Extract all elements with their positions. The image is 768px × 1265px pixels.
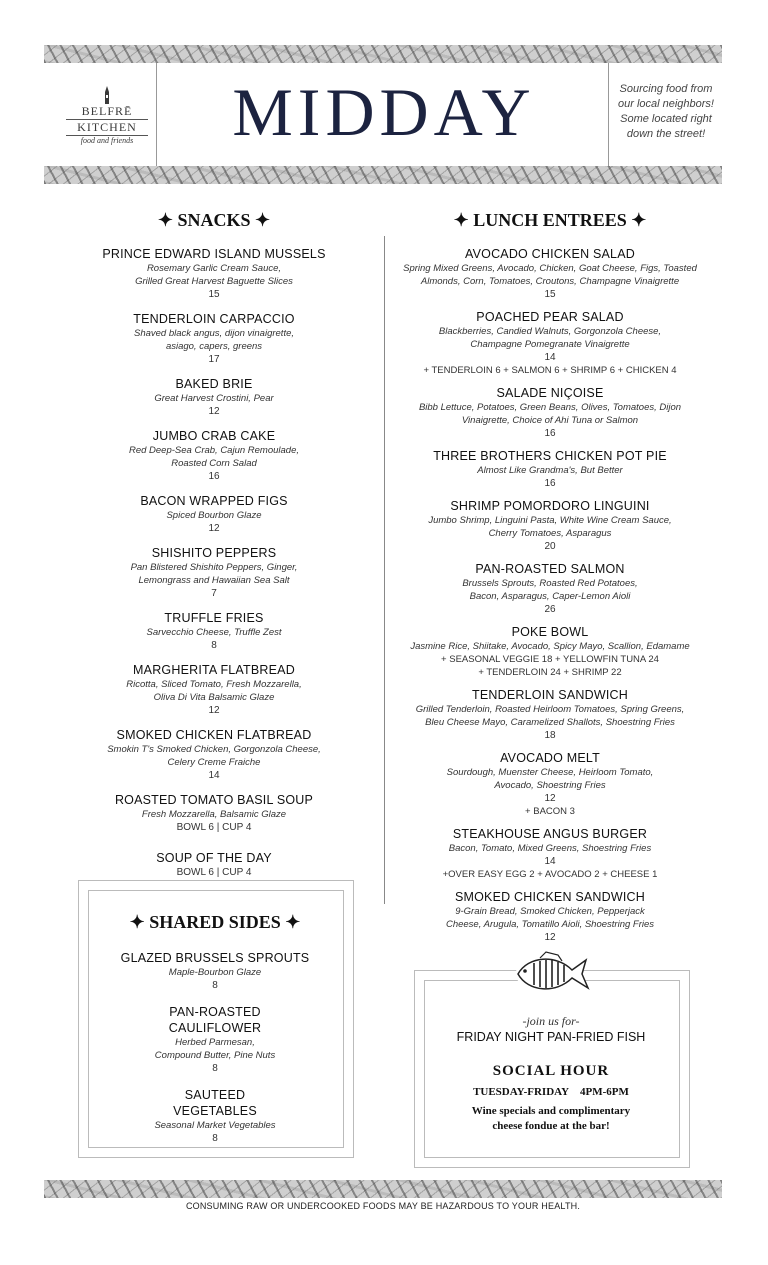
social-hour-hours: 4PM-6PM	[580, 1086, 629, 1098]
menu-item	[400, 561, 700, 616]
menu-item	[400, 750, 700, 818]
item-name: PAN-ROASTED	[169, 1005, 261, 1019]
item-name: SALADE NIÇOISE	[496, 386, 604, 400]
item-name: SHRIMP POMORDORO LINGUINI	[450, 499, 650, 513]
social-hour-title: SOCIAL HOUR	[492, 1063, 610, 1079]
item-desc: Brussels Sprouts, Roasted Red Potatoes,	[462, 578, 638, 589]
item-name: SOUP OF THE DAY	[156, 851, 272, 865]
item-desc: Ricotta, Sliced Tomato, Fresh Mozzarella,	[126, 679, 302, 690]
item-name: AVOCADO MELT	[500, 751, 600, 765]
friday-fish-text: FRIDAY NIGHT PAN-FRIED FISH	[456, 1030, 646, 1044]
item-addons: +OVER EASY EGG 2 + AVOCADO 2 + CHEESE 1	[442, 869, 658, 880]
item-desc: Compound Butter, Pine Nuts	[154, 1050, 276, 1061]
menu-item	[400, 448, 700, 490]
menu-item	[400, 498, 700, 553]
item-price: BOWL 6 | CUP 4	[176, 822, 252, 833]
item-name: POACHED PEAR SALAD	[476, 310, 624, 324]
item-price: 14	[544, 856, 556, 867]
tagline: Sourcing food from our local neighbors! Some located right down the street!	[617, 83, 714, 140]
item-desc: Pan Blistered Shishito Peppers, Ginger,	[130, 562, 298, 573]
item-desc: Herbed Parmesan,	[175, 1037, 255, 1048]
lunch-entrees-list	[400, 246, 700, 952]
lunch-entrees-title: ✦ LUNCH ENTREES ✦	[453, 210, 647, 230]
menu-item	[84, 662, 344, 717]
item-desc: Rosemary Garlic Cream Sauce,	[146, 263, 282, 274]
item-name: VEGETABLES	[173, 1104, 257, 1118]
item-price: 20	[544, 541, 556, 552]
item-desc: Bibb Lettuce, Potatoes, Green Beans, Olives, Tomatoes, Dijon	[418, 402, 682, 413]
specials-line-1: Wine specials and complimentary	[471, 1105, 631, 1117]
item-name: SMOKED CHICKEN FLATBREAD	[116, 728, 312, 742]
item-price: BOWL 6 | CUP 4	[176, 867, 252, 878]
item-price: 17	[208, 354, 220, 365]
item-desc: Champagne Pomegranate Vinaigrette	[470, 339, 630, 350]
social-hour-time	[424, 1086, 678, 1098]
logo	[66, 104, 148, 145]
item-price: 8	[212, 1063, 218, 1074]
menu-item	[400, 246, 700, 301]
logo-line-3: food and friends	[80, 136, 134, 145]
item-desc: 9-Grain Bread, Smoked Chicken, Pepperjack	[455, 906, 645, 917]
item-name: TENDERLOIN CARPACCIO	[133, 312, 295, 326]
menu-item	[84, 850, 344, 879]
item-addons: + TENDERLOIN 24 + SHRIMP 22	[478, 667, 622, 678]
item-price: 16	[208, 471, 220, 482]
item-price: 16	[544, 428, 556, 439]
item-name: GLAZED BRUSSELS SPROUTS	[120, 951, 310, 965]
shared-sides-title: ✦ SHARED SIDES ✦	[129, 912, 301, 932]
item-price: 12	[544, 793, 556, 804]
item-name: SMOKED CHICKEN SANDWICH	[454, 890, 646, 904]
item-addons: + SEASONAL VEGGIE 18 + YELLOWFIN TUNA 24	[441, 654, 659, 665]
item-desc: Blackberries, Candied Walnuts, Gorgonzola Cheese,	[438, 326, 662, 337]
item-desc: Vinaigrette, Choice of Ahi Tuna or Salmon	[461, 415, 639, 426]
menu-item	[84, 727, 344, 782]
menu-item	[84, 545, 344, 600]
item-desc: Jumbo Shrimp, Linguini Pasta, White Wine Cream Sauce,	[428, 515, 672, 526]
join-us-text: -join us for-	[522, 1014, 580, 1028]
item-price: 18	[544, 730, 556, 741]
item-name: POKE BOWL	[511, 625, 589, 639]
column-divider	[384, 236, 385, 904]
item-price: 7	[211, 588, 217, 599]
item-desc: Cherry Tomatoes, Asparagus	[488, 528, 612, 539]
item-name: SAUTEED	[184, 1088, 246, 1102]
decorative-band-header-bottom	[44, 166, 722, 184]
logo-line-2: KITCHEN	[66, 119, 148, 136]
item-name: BAKED BRIE	[175, 377, 253, 391]
item-desc: Red Deep-Sea Crab, Cajun Remoulade,	[128, 445, 300, 456]
item-name: PAN-ROASTED SALMON	[475, 562, 625, 576]
item-addons: + BACON 3	[525, 806, 575, 817]
fish-icon	[512, 950, 590, 996]
item-desc: Sourdough, Muenster Cheese, Heirloom Tomato,	[446, 767, 654, 778]
menu-item	[400, 385, 700, 440]
menu-item	[84, 610, 344, 652]
item-name: THREE BROTHERS CHICKEN POT PIE	[433, 449, 667, 463]
menu-item	[84, 493, 344, 535]
item-desc: Cheese, Arugula, Tomatillo Aioli, Shoestring Fries	[445, 919, 655, 930]
item-desc: Almonds, Corn, Tomatoes, Croutons, Champagne Vinaigrette	[420, 276, 680, 287]
item-desc: Spiced Bourbon Glaze	[166, 510, 262, 521]
item-price: 16	[544, 478, 556, 489]
item-price: 8	[211, 640, 217, 651]
item-name: CAULIFLOWER	[168, 1021, 262, 1035]
item-price: 26	[544, 604, 556, 615]
item-price: 12	[208, 705, 220, 716]
item-desc: Almost Like Grandma's, But Better	[477, 465, 623, 476]
item-price: 15	[208, 289, 220, 300]
item-desc: Celery Creme Fraiche	[167, 757, 261, 768]
menu-item	[84, 428, 344, 483]
item-price: 8	[212, 980, 218, 991]
menu-item	[84, 246, 344, 301]
item-desc: Grilled Tenderloin, Roasted Heirloom Tomatoes, Spring Greens,	[415, 704, 685, 715]
item-desc: Fresh Mozzarella, Balsamic Glaze	[141, 809, 287, 820]
item-name: STEAKHOUSE ANGUS BURGER	[452, 827, 648, 841]
shared-sides-list	[88, 950, 342, 1155]
specials-line-2: cheese fondue at the bar!	[492, 1120, 610, 1132]
header-divider-left	[156, 63, 157, 166]
belltower-icon	[102, 86, 112, 104]
item-name: ROASTED TOMATO BASIL SOUP	[114, 793, 314, 807]
health-warning: CONSUMING RAW OR UNDERCOOKED FOODS MAY BE HAZARDOUS TO YOUR HEALTH.	[185, 1201, 581, 1211]
item-price: 12	[208, 406, 220, 417]
item-desc: Sarvecchio Cheese, Truffle Zest	[146, 627, 282, 638]
menu-item	[84, 376, 344, 418]
social-hour-days: TUESDAY-FRIDAY	[473, 1086, 570, 1098]
menu-item	[400, 624, 700, 679]
item-name: SHISHITO PEPPERS	[151, 546, 277, 560]
item-desc: Great Harvest Crostini, Pear	[154, 393, 274, 404]
item-desc: Shaved black angus, dijon vinaigrette,	[133, 328, 295, 339]
item-price: 14	[208, 770, 220, 781]
menu-item	[400, 826, 700, 881]
item-desc: Lemongrass and Hawaiian Sea Salt	[138, 575, 290, 586]
item-price: 12	[208, 523, 220, 534]
item-desc: Grilled Great Harvest Baguette Slices	[135, 276, 293, 287]
item-desc: Jasmine Rice, Shiitake, Avocado, Spicy Mayo, Scallion, Edamame	[410, 641, 690, 652]
item-desc: asiago, capers, greens	[165, 341, 263, 352]
item-desc: Seasonal Market Vegetables	[154, 1120, 276, 1131]
item-desc: Bacon, Tomato, Mixed Greens, Shoestring Fries	[448, 843, 652, 854]
item-desc: Oliva Di Vita Balsamic Glaze	[153, 692, 275, 703]
item-name: TENDERLOIN SANDWICH	[472, 688, 628, 702]
item-desc: Bleu Cheese Mayo, Caramelized Shallots, Shoestring Fries	[425, 717, 675, 728]
decorative-band-top	[44, 45, 722, 63]
menu-item	[88, 1004, 342, 1075]
item-name: PRINCE EDWARD ISLAND MUSSELS	[102, 247, 326, 261]
snacks-title: ✦ SNACKS ✦	[157, 210, 271, 230]
menu-item	[400, 889, 700, 944]
item-desc: Roasted Corn Salad	[171, 458, 257, 469]
snacks-list	[84, 246, 344, 889]
item-desc: Avocado, Shoestring Fries	[494, 780, 606, 791]
item-name: BACON WRAPPED FIGS	[140, 494, 288, 508]
logo-line-1: BELFRĒ	[81, 104, 133, 118]
item-price: 8	[212, 1133, 218, 1144]
item-desc: Smokin T's Smoked Chicken, Gorgonzola Cheese,	[107, 744, 321, 755]
page-title: MIDDAY	[232, 74, 536, 150]
item-desc: Maple-Bourbon Glaze	[168, 967, 262, 978]
item-desc: Bacon, Asparagus, Caper-Lemon Aioli	[469, 591, 631, 602]
item-price: 14	[544, 352, 556, 363]
menu-item	[400, 687, 700, 742]
social-hour-specials	[424, 1104, 678, 1134]
item-name: MARGHERITA FLATBREAD	[133, 663, 295, 677]
menu-item	[84, 311, 344, 366]
item-name: AVOCADO CHICKEN SALAD	[465, 247, 635, 261]
header-divider-right	[608, 63, 609, 166]
menu-item	[88, 950, 342, 992]
menu-item	[400, 309, 700, 377]
item-price: 15	[544, 289, 556, 300]
item-price: 12	[544, 932, 556, 943]
item-name: JUMBO CRAB CAKE	[152, 429, 276, 443]
decorative-band-bottom	[44, 1180, 722, 1198]
menu-item	[84, 792, 344, 834]
item-addons: + TENDERLOIN 6 + SALMON 6 + SHRIMP 6 + CHICKEN 4	[423, 365, 677, 376]
item-desc: Spring Mixed Greens, Avocado, Chicken, Goat Cheese, Figs, Toasted	[403, 263, 697, 274]
menu-item	[88, 1087, 342, 1145]
item-name: TRUFFLE FRIES	[164, 611, 264, 625]
